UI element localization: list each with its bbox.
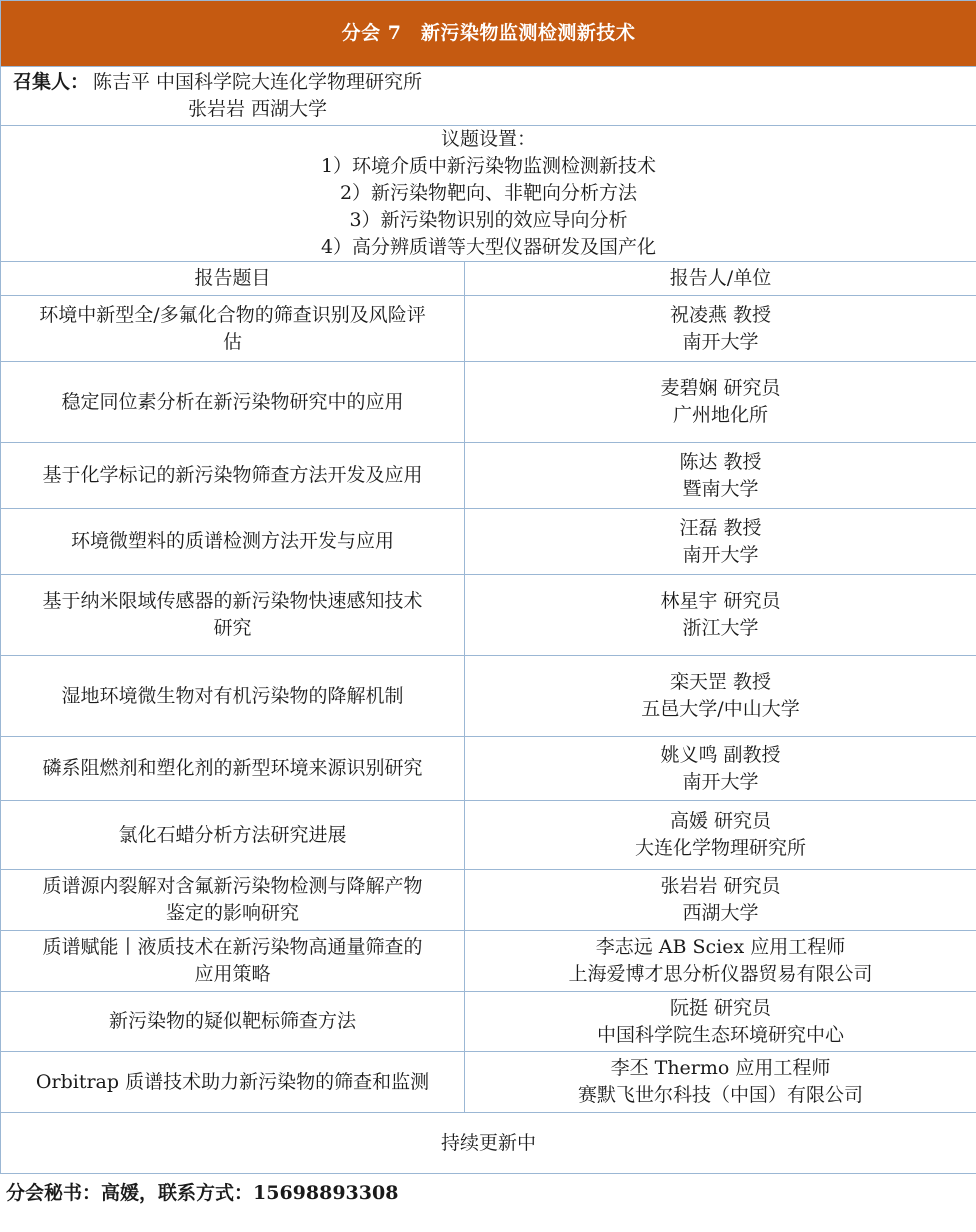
report-title: Orbitrap 质谱技术助力新污染物的筛查和监测	[1, 1052, 465, 1113]
speaker-unit: 广州地化所	[672, 404, 768, 426]
speaker-unit: 五邑大学/中山大学	[641, 698, 800, 720]
report-title: 质谱源内裂解对含氟新污染物检测与降解产物 鉴定的影响研究	[1, 870, 465, 931]
table-row	[1, 296, 976, 362]
table-row	[1, 575, 976, 656]
table-row	[1, 509, 976, 575]
table-row	[1, 737, 976, 801]
speaker-cell	[465, 575, 976, 656]
speaker-cell	[465, 737, 976, 801]
secretary-contact: 分会秘书：高媛，联系方式：15698893308	[6, 1182, 399, 1204]
report-title: 新污染物的疑似靶标筛查方法	[1, 992, 465, 1052]
speaker-name: 姚义鸣 副教授	[660, 743, 781, 766]
report-title: 磷系阻燃剂和塑化剂的新型环境来源识别研究	[1, 737, 465, 801]
topics-heading: 议题设置：	[440, 128, 536, 150]
table-row	[1, 656, 976, 737]
speaker-unit: 大连化学物理研究所	[634, 837, 806, 859]
table-row	[1, 801, 976, 870]
report-title: 环境微塑料的质谱检测方法开发与应用	[1, 509, 465, 575]
speaker-cell	[465, 362, 976, 443]
speaker-cell	[465, 296, 976, 362]
speaker-unit: 西湖大学	[682, 902, 759, 924]
topic-item: 3）新污染物识别的效应导向分析	[349, 209, 628, 231]
speaker-unit: 中国科学院生态环境研究中心	[596, 1023, 844, 1046]
session-title: 分会 7 新污染物监测检测新技术	[1, 1, 976, 67]
speaker-unit: 浙江大学	[682, 617, 759, 639]
speaker-name: 李志远 AB Sciex 应用工程师	[595, 936, 846, 958]
conveners-cell	[1, 67, 976, 126]
speaker-name: 张岩岩 研究员	[660, 875, 781, 897]
convener-name: 张岩岩 西湖大学	[188, 98, 328, 120]
column-header-speaker: 报告人/单位	[465, 262, 976, 296]
conveners-list	[93, 69, 422, 123]
topics-cell	[1, 126, 976, 262]
convener-name: 陈吉平 中国科学院大连化学物理研究所	[93, 71, 423, 93]
report-title: 基于纳米限域传感器的新污染物快速感知技术 研究	[1, 575, 465, 656]
table-row	[1, 870, 976, 931]
speaker-name: 李丕 Thermo 应用工程师	[610, 1057, 831, 1079]
speaker-name: 陈达 教授	[679, 450, 762, 473]
speaker-unit: 南开大学	[682, 543, 759, 566]
speaker-name: 汪磊 教授	[679, 516, 762, 539]
speaker-cell	[465, 509, 976, 575]
speaker-name: 阮挺 研究员	[669, 996, 772, 1019]
column-header-title: 报告题目	[1, 262, 465, 296]
speaker-name: 麦碧娴 研究员	[660, 377, 781, 399]
speaker-name: 栾天罡 教授	[669, 671, 772, 693]
topic-item: 4）高分辨质谱等大型仪器研发及国产化	[320, 236, 657, 258]
report-title: 质谱赋能丨液质技术在新污染物高通量筛查的 应用策略	[1, 931, 465, 992]
speaker-cell	[465, 931, 976, 992]
speaker-unit: 暨南大学	[682, 477, 759, 500]
speaker-name: 祝凌燕 教授	[669, 303, 772, 326]
conveners-label: 召集人：	[12, 71, 89, 93]
speaker-unit: 南开大学	[682, 330, 759, 353]
speaker-unit: 上海爱博才思分析仪器贸易有限公司	[568, 963, 873, 985]
report-title: 湿地环境微生物对有机污染物的降解机制	[1, 656, 465, 737]
table-row	[1, 1052, 976, 1113]
speaker-name: 林星宇 研究员	[660, 590, 781, 612]
topic-item: 1）环境介质中新污染物监测检测新技术	[320, 155, 657, 177]
speaker-cell	[465, 870, 976, 931]
topic-item: 2）新污染物靶向、非靶向分析方法	[339, 182, 638, 204]
table-row	[1, 931, 976, 992]
ongoing-update-note: 持续更新中	[1, 1113, 976, 1174]
speaker-cell	[465, 992, 976, 1052]
speaker-cell	[465, 443, 976, 509]
report-title: 稳定同位素分析在新污染物研究中的应用	[1, 362, 465, 443]
speaker-unit: 赛默飞世尔科技（中国）有限公司	[577, 1084, 863, 1106]
table-row	[1, 992, 976, 1052]
speaker-name: 高媛 研究员	[669, 810, 772, 832]
table-row	[1, 443, 976, 509]
speaker-cell	[465, 801, 976, 870]
report-title: 环境中新型全/多氟化合物的筛查识别及风险评 估	[1, 296, 465, 362]
report-title: 基于化学标记的新污染物筛查方法开发及应用	[1, 443, 465, 509]
report-title: 氯化石蜡分析方法研究进展	[1, 801, 465, 870]
table-row	[1, 362, 976, 443]
speaker-unit: 南开大学	[682, 770, 759, 793]
speaker-cell	[465, 1052, 976, 1113]
speaker-cell	[465, 656, 976, 737]
